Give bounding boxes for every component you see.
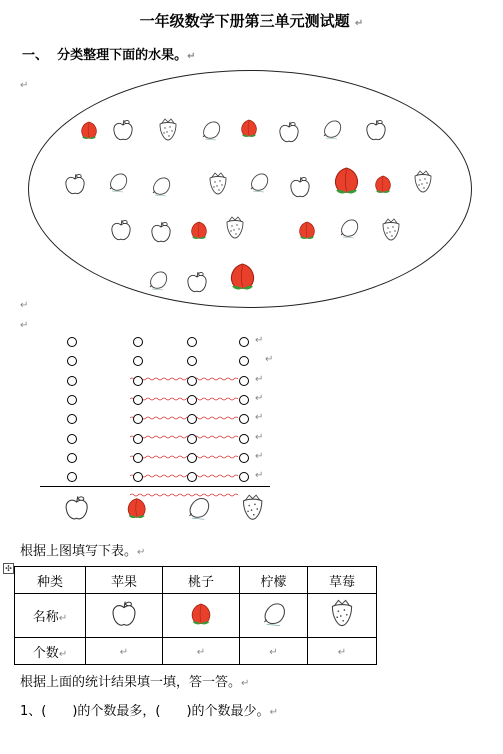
lemon-icon <box>248 170 270 194</box>
apple-icon <box>111 599 137 633</box>
strawberry-icon <box>240 494 265 522</box>
table-move-handle[interactable]: ✣ <box>3 563 14 574</box>
cell-strawberry-image <box>308 594 377 638</box>
tally-circle[interactable] <box>133 376 143 386</box>
para-mark: ↵ <box>255 450 264 462</box>
tally-circle[interactable] <box>187 337 197 347</box>
spell-underline <box>130 366 240 370</box>
instruction-answer: 根据上面的统计结果填一填，答一答。↵ <box>20 675 250 690</box>
spell-underline <box>130 386 240 390</box>
lemon-icon <box>338 216 360 240</box>
para-mark: ↵ <box>255 373 264 385</box>
count-lemon[interactable]: ↵ <box>240 638 308 665</box>
tally-circle[interactable] <box>133 434 143 444</box>
peach-icon <box>124 494 149 522</box>
peach-icon <box>78 118 100 142</box>
para-mark: ↵ <box>255 335 264 346</box>
strawberry-icon <box>157 118 179 142</box>
header-strawberry: 草莓 <box>308 567 377 594</box>
apple-icon <box>150 220 172 244</box>
strawberry-icon <box>412 170 434 194</box>
tally-circle[interactable] <box>133 337 143 347</box>
peach-icon <box>188 218 210 242</box>
tally-circle[interactable] <box>133 356 143 366</box>
lemon-icon <box>186 494 211 522</box>
tally-circle[interactable] <box>67 356 77 366</box>
strawberry-icon <box>380 218 402 242</box>
peach-icon <box>238 116 260 140</box>
tally-circle[interactable] <box>133 453 143 463</box>
peach-icon <box>226 258 259 294</box>
apple-icon <box>64 172 86 196</box>
header-kind: 种类 <box>15 567 86 594</box>
apple-icon <box>110 218 132 242</box>
tally-circle[interactable] <box>133 472 143 482</box>
lemon-icon <box>147 268 169 292</box>
para-mark: ↵ <box>265 354 274 366</box>
tally-circle[interactable] <box>239 453 249 463</box>
tally-circle[interactable] <box>239 356 249 366</box>
row-count-label: 个数↵ <box>15 638 86 665</box>
para-mark: ↵ <box>20 80 29 91</box>
cell-apple-image <box>86 594 163 638</box>
header-apple: 苹果 <box>86 567 163 594</box>
instruction-fill-table: 根据上图填写下表。↵ <box>20 544 146 559</box>
peach-icon <box>296 218 318 242</box>
tally-circle[interactable] <box>187 395 197 405</box>
tally-circle[interactable] <box>187 434 197 444</box>
tally-circle[interactable] <box>67 395 77 405</box>
header-peach: 桃子 <box>163 567 240 594</box>
tally-circle[interactable] <box>133 414 143 424</box>
tally-circle[interactable] <box>239 414 249 424</box>
tally-circle[interactable] <box>187 453 197 463</box>
peach-icon <box>372 172 394 196</box>
apple-icon <box>289 175 311 199</box>
tally-circle[interactable] <box>67 337 77 347</box>
tally-circle[interactable] <box>187 472 197 482</box>
peach-icon <box>330 162 363 198</box>
tally-circle[interactable] <box>187 414 197 424</box>
lemon-icon <box>260 599 286 633</box>
tally-circle[interactable] <box>67 414 77 424</box>
tally-circle[interactable] <box>187 376 197 386</box>
question-1: 1、( )的个数最多，( )的个数最少。↵ <box>20 704 278 719</box>
page-title: 一年级数学下册第三单元测试题 ↵ <box>139 12 364 30</box>
tally-circle[interactable] <box>239 395 249 405</box>
lemon-icon <box>150 174 172 198</box>
spell-underline <box>130 444 240 448</box>
spell-underline <box>130 424 240 428</box>
tally-circle[interactable] <box>187 356 197 366</box>
tally-circle[interactable] <box>67 376 77 386</box>
section-heading: 一、 分类整理下面的水果。↵ <box>22 48 196 63</box>
tally-circle[interactable] <box>239 434 249 444</box>
para-mark: ↵ <box>255 392 264 404</box>
spell-underline <box>130 463 240 467</box>
strawberry-icon <box>224 216 246 240</box>
tally-circle[interactable] <box>67 453 77 463</box>
spell-underline <box>130 405 240 409</box>
apple-icon <box>186 270 208 294</box>
para-mark: ↵ <box>255 470 264 482</box>
tally-circle[interactable] <box>239 337 249 347</box>
tally-circle[interactable] <box>239 376 249 386</box>
strawberry-icon <box>329 599 355 633</box>
count-apple[interactable]: ↵ <box>86 638 163 665</box>
count-strawberry[interactable]: ↵ <box>308 638 377 665</box>
row-name-label: 名称↵ <box>15 594 86 638</box>
peach-icon <box>188 599 214 633</box>
lemon-icon <box>200 118 222 142</box>
header-lemon: 柠檬 <box>240 567 308 594</box>
tally-circle[interactable] <box>133 395 143 405</box>
para-mark: ↵ <box>255 431 264 443</box>
lemon-icon <box>321 117 343 141</box>
lemon-icon <box>107 170 129 194</box>
cell-lemon-image <box>240 594 308 638</box>
tally-circle[interactable] <box>67 434 77 444</box>
apple-icon <box>365 118 387 142</box>
count-peach[interactable]: ↵ <box>163 638 240 665</box>
para-mark: ↵ <box>20 300 29 311</box>
para-mark: ↵ <box>255 412 264 424</box>
apple-icon <box>278 120 300 144</box>
cell-peach-image <box>163 594 240 638</box>
tally-circle[interactable] <box>67 472 77 482</box>
tally-circle[interactable] <box>239 472 249 482</box>
apple-icon <box>112 118 134 142</box>
stat-table <box>14 566 377 665</box>
para-mark: ↵ <box>20 320 29 331</box>
apple-icon <box>64 494 89 522</box>
tally-baseline <box>40 486 270 487</box>
strawberry-icon <box>207 172 229 196</box>
